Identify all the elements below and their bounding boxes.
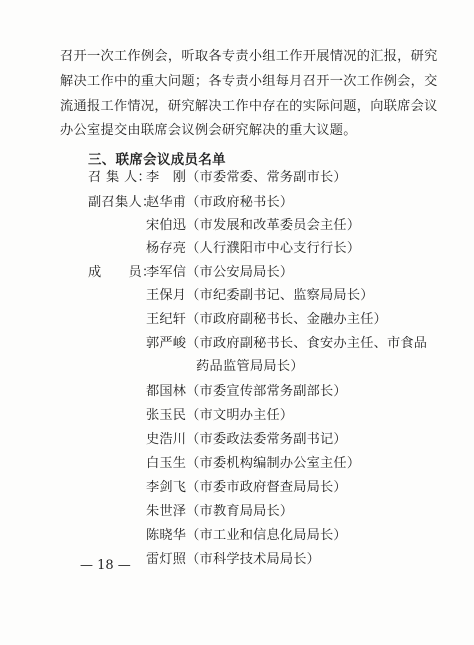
- member-title: （市委宣传部常务副部长）: [186, 384, 347, 399]
- member-name: 史浩川: [146, 432, 187, 447]
- member-name: 朱世泽: [146, 504, 187, 519]
- member-entry: [146, 524, 347, 543]
- member-title: （市政府秘书长）: [186, 195, 294, 210]
- member-entry: [146, 476, 347, 495]
- member-title: （市政府副秘书长、金融办主任）: [186, 312, 387, 327]
- member-name: 张玉民: [146, 408, 187, 423]
- member-name: 赵华甫: [146, 195, 187, 210]
- intro-line-3: 流通报工作情况，研究解决工作中存在的实际问题，向联席会议: [60, 99, 438, 114]
- member-entry: [146, 332, 427, 351]
- member-title: （人行濮阳市中心支行行长）: [186, 241, 361, 256]
- member-title: （市委政法委常务副书记）: [186, 432, 347, 447]
- member-entry: [146, 404, 293, 423]
- member-title: （市工业和信息化局局长）: [186, 528, 347, 543]
- intro-line-1: 召开一次工作例会，听取各专责小组工作开展情况的汇报，研究: [60, 49, 438, 64]
- member-name: 李 刚: [146, 170, 187, 185]
- member-entry: [146, 308, 387, 327]
- role-deputy: 副召集人：: [88, 195, 156, 210]
- member-title: （市科学技术局局长）: [186, 552, 321, 567]
- member-name: 王保月: [146, 288, 187, 303]
- member-name: 雷灯照: [146, 552, 187, 567]
- member-title: （市委市政府督查局局长）: [186, 480, 347, 495]
- member-entry: [146, 191, 293, 210]
- member-title: （市纪委副书记、监察局局长）: [186, 288, 374, 303]
- section-heading: 三、联席会议成员名单: [88, 152, 226, 168]
- member-name: 杨存亮: [146, 241, 187, 256]
- member-entry: [146, 500, 293, 519]
- intro-line-4: 办公室提交由联席会议例会研究解决的重大议题。: [60, 123, 357, 138]
- member-title: （市公安局局长）: [186, 265, 294, 280]
- intro-line-2: 解决工作中的重大问题；各专责小组每月召开一次工作例会，交: [60, 74, 438, 89]
- member-name: 李军信: [146, 265, 187, 280]
- member-entry: [146, 284, 374, 303]
- member-entry: [146, 380, 347, 399]
- member-name: 郭严峻: [146, 336, 187, 351]
- member-entry: [146, 548, 320, 567]
- role-members: 成 员：: [88, 265, 156, 280]
- member-title: （市委机构编制办公室主任）: [186, 456, 361, 471]
- member-name: 都国林: [146, 384, 187, 399]
- member-name: 宋伯迅: [146, 218, 187, 233]
- member-name: 白玉生: [146, 456, 187, 471]
- member-name: 陈晓华: [146, 528, 187, 543]
- member-title: （市委常委、常务副市长）: [186, 170, 347, 185]
- member-title: （市文明办主任）: [186, 408, 294, 423]
- member-entry: [146, 166, 347, 185]
- member-title-continuation: 药品监管局局长）: [196, 359, 304, 374]
- role-convener: 召 集 人：: [88, 170, 151, 185]
- member-entry: [146, 452, 360, 471]
- member-title: （市教育局局长）: [186, 504, 294, 519]
- member-title: （市发展和改革委员会主任）: [186, 218, 361, 233]
- member-name: 王纪轩: [146, 312, 187, 327]
- member-entry: [146, 214, 360, 233]
- page-number: — 18 —: [80, 558, 131, 573]
- member-entry: [146, 428, 347, 447]
- member-title: （市政府副秘书长、食安办主任、市食品: [186, 336, 428, 351]
- member-name: 李剑飞: [146, 480, 187, 495]
- member-entry: [146, 261, 293, 280]
- member-entry: [146, 237, 360, 256]
